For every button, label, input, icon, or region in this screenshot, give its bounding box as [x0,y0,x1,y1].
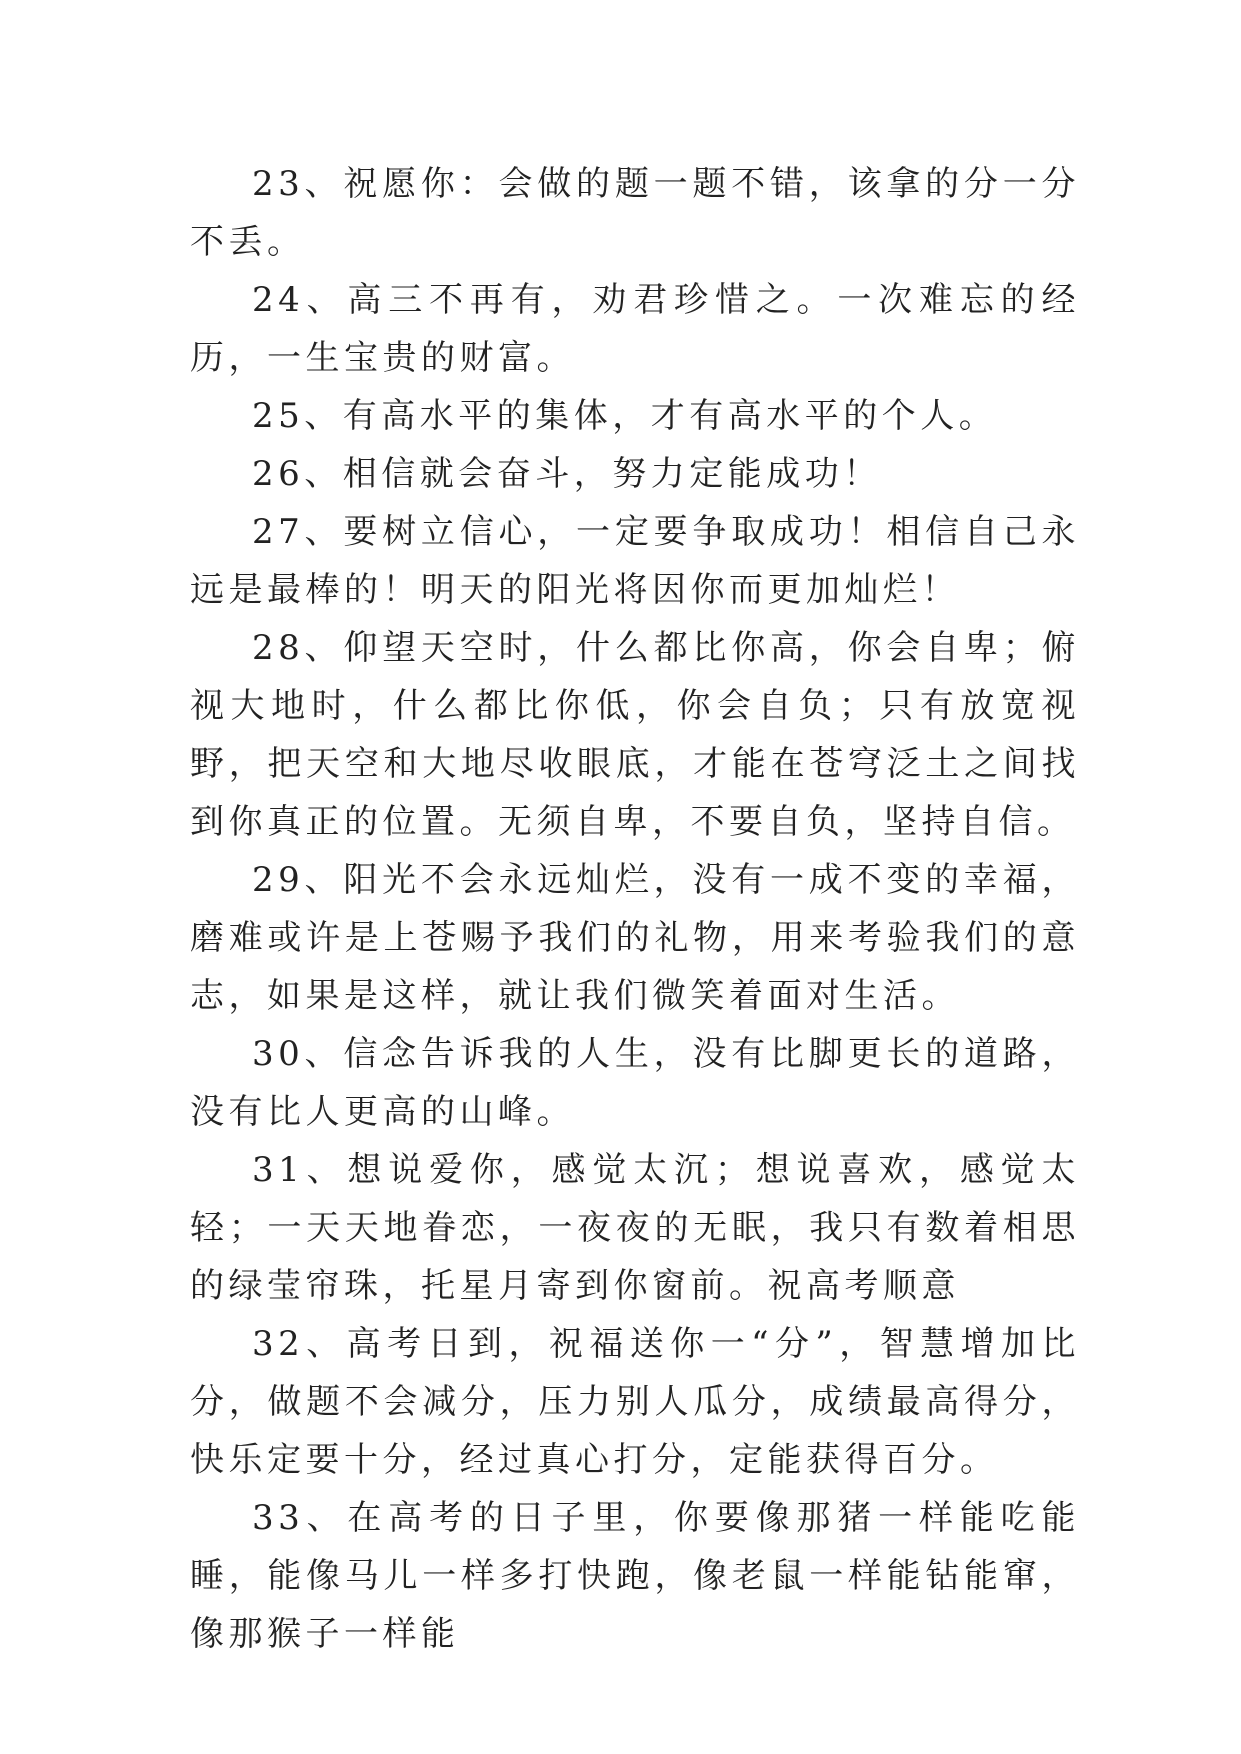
paragraph-25: 25、有高水平的集体，才有高水平的个人。 [252,396,998,436]
document-body [190,155,1080,1663]
paragraph-28: 28、仰望天空时，什么都比你高，你会自卑；俯视大地时，什么都比你低，你会自负；只有放宽视野，把天空和大地尽收眼底，才能在苍穹泛土之间找到你真正的位置。无须自卑，不要自负，坚持自信。 [190,628,1080,842]
paragraph-29: 29、阳光不会永远灿烂，没有一成不变的幸福，磨难或许是上苍赐予我们的礼物，用来考验我们的意志，如果是这样，就让我们微笑着面对生活。 [190,860,1080,1016]
paragraph-30: 30、信念告诉我的人生，没有比脚更长的道路，没有比人更高的山峰。 [190,1034,1080,1132]
paragraph-27: 27、要树立信心，一定要争取成功！相信自己永远是最棒的！明天的阳光将因你而更加灿烂！ [190,512,1080,610]
paragraph-31: 31、想说爱你，感觉太沉；想说喜欢，感觉太轻；一天天地眷恋，一夜夜的无眠，我只有数着相思的绿莹帘珠，托星月寄到你窗前。祝高考顺意 [190,1150,1080,1306]
paragraph-32: 32、高考日到，祝福送你一“分”，智慧增加比分，做题不会减分，压力别人瓜分，成绩最高得分，快乐定要十分，经过真心打分，定能获得百分。 [190,1324,1080,1480]
paragraph-23: 23、祝愿你：会做的题一题不错，该拿的分一分不丢。 [190,164,1080,262]
paragraph-24: 24、高三不再有，劝君珍惜之。一次难忘的经历，一生宝贵的财富。 [190,280,1080,378]
paragraph-33: 33、在高考的日子里，你要像那猪一样能吃能睡，能像马儿一样多打快跑，像老鼠一样能钻能窜，像那猴子一样能 [190,1498,1080,1654]
paragraph-26: 26、相信就会奋斗，努力定能成功！ [252,454,882,494]
